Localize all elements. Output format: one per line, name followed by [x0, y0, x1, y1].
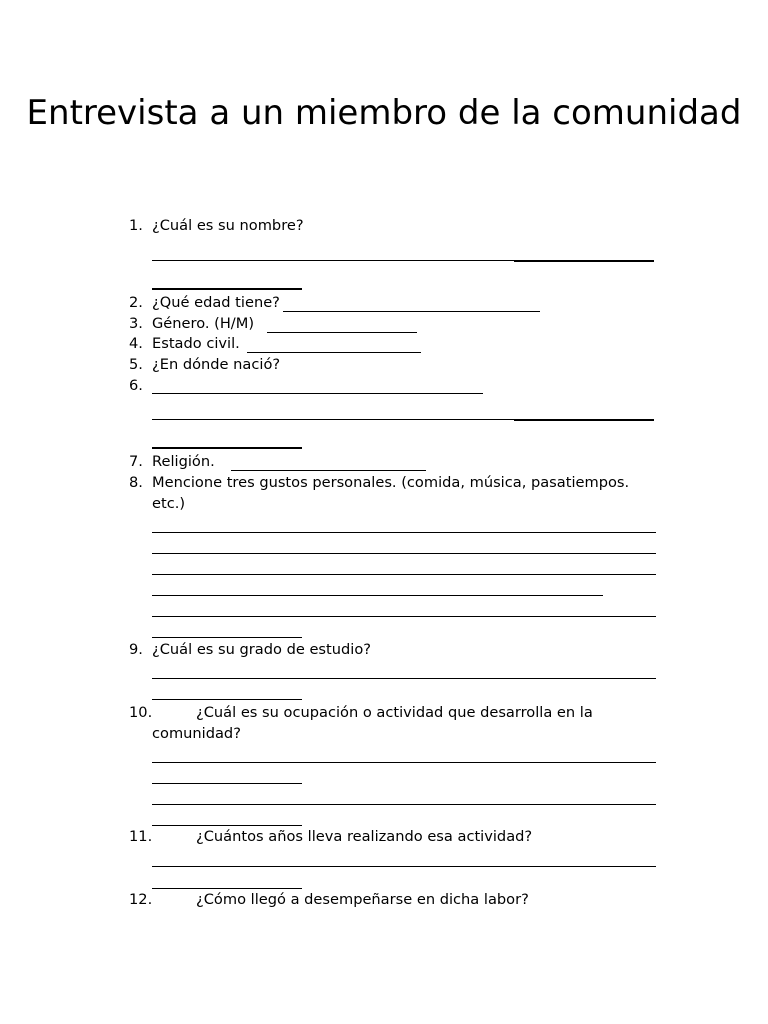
question-text-continuation: etc.): [152, 495, 186, 512]
answer-line[interactable]: [152, 762, 656, 763]
question-text: Mencione tres gustos personales. (comida, música, pasatiempos.: [152, 474, 630, 491]
answer-line[interactable]: [267, 332, 417, 333]
question-text: ¿Cuál es su grado de estudio?: [152, 641, 371, 658]
question-number: 11.: [129, 828, 153, 845]
question-text: ¿Cómo llegó a desempeñarse en dicha labor?: [196, 891, 529, 908]
question-number: 9.: [129, 641, 143, 658]
answer-line[interactable]: [152, 532, 656, 533]
answer-line[interactable]: [231, 470, 426, 471]
question-number: 7.: [129, 453, 143, 470]
answer-line[interactable]: [152, 804, 656, 805]
answer-line[interactable]: [152, 553, 656, 554]
question-number: 4.: [129, 335, 143, 352]
question-text: ¿Cuál es su nombre?: [152, 217, 304, 234]
question-text-continuation: comunidad?: [152, 725, 241, 742]
question-number: 3.: [129, 315, 143, 332]
answer-line[interactable]: [152, 825, 302, 826]
answer-line[interactable]: [152, 595, 603, 596]
question-number: 8.: [129, 474, 143, 491]
question-number: 2.: [129, 294, 143, 311]
question-number: 12.: [129, 891, 153, 908]
question-text: ¿Qué edad tiene?: [152, 294, 280, 311]
question-text: Religión.: [152, 453, 215, 470]
question-text: ¿Cuántos años lleva realizando esa actividad?: [196, 828, 533, 845]
answer-line[interactable]: [152, 678, 656, 679]
answer-line[interactable]: [152, 888, 302, 889]
answer-line[interactable]: [152, 866, 656, 867]
question-text: Estado civil.: [152, 335, 240, 352]
answer-line[interactable]: [283, 311, 540, 312]
answer-line[interactable]: [514, 260, 654, 262]
answer-line[interactable]: [152, 783, 302, 784]
answer-line[interactable]: [152, 393, 483, 394]
answer-line[interactable]: [152, 260, 514, 261]
question-number: 6.: [129, 377, 143, 394]
answer-line[interactable]: [152, 699, 302, 700]
answer-line[interactable]: [152, 616, 656, 617]
answer-line[interactable]: [152, 288, 302, 290]
question-text: ¿En dónde nació?: [152, 356, 281, 373]
answer-line[interactable]: [152, 574, 656, 575]
answer-line[interactable]: [152, 447, 302, 449]
question-text: Género. (H/M): [152, 315, 255, 332]
question-number: 10.: [129, 704, 153, 721]
answer-line[interactable]: [152, 419, 514, 420]
answer-line[interactable]: [514, 419, 654, 421]
page-title: Entrevista a un miembro de la comunidad: [26, 93, 742, 133]
question-number: 5.: [129, 356, 143, 373]
answer-line[interactable]: [152, 637, 302, 638]
question-number: 1.: [129, 217, 143, 234]
answer-line[interactable]: [247, 352, 421, 353]
question-text: ¿Cuál es su ocupación o actividad que desarrolla en la: [196, 704, 593, 721]
